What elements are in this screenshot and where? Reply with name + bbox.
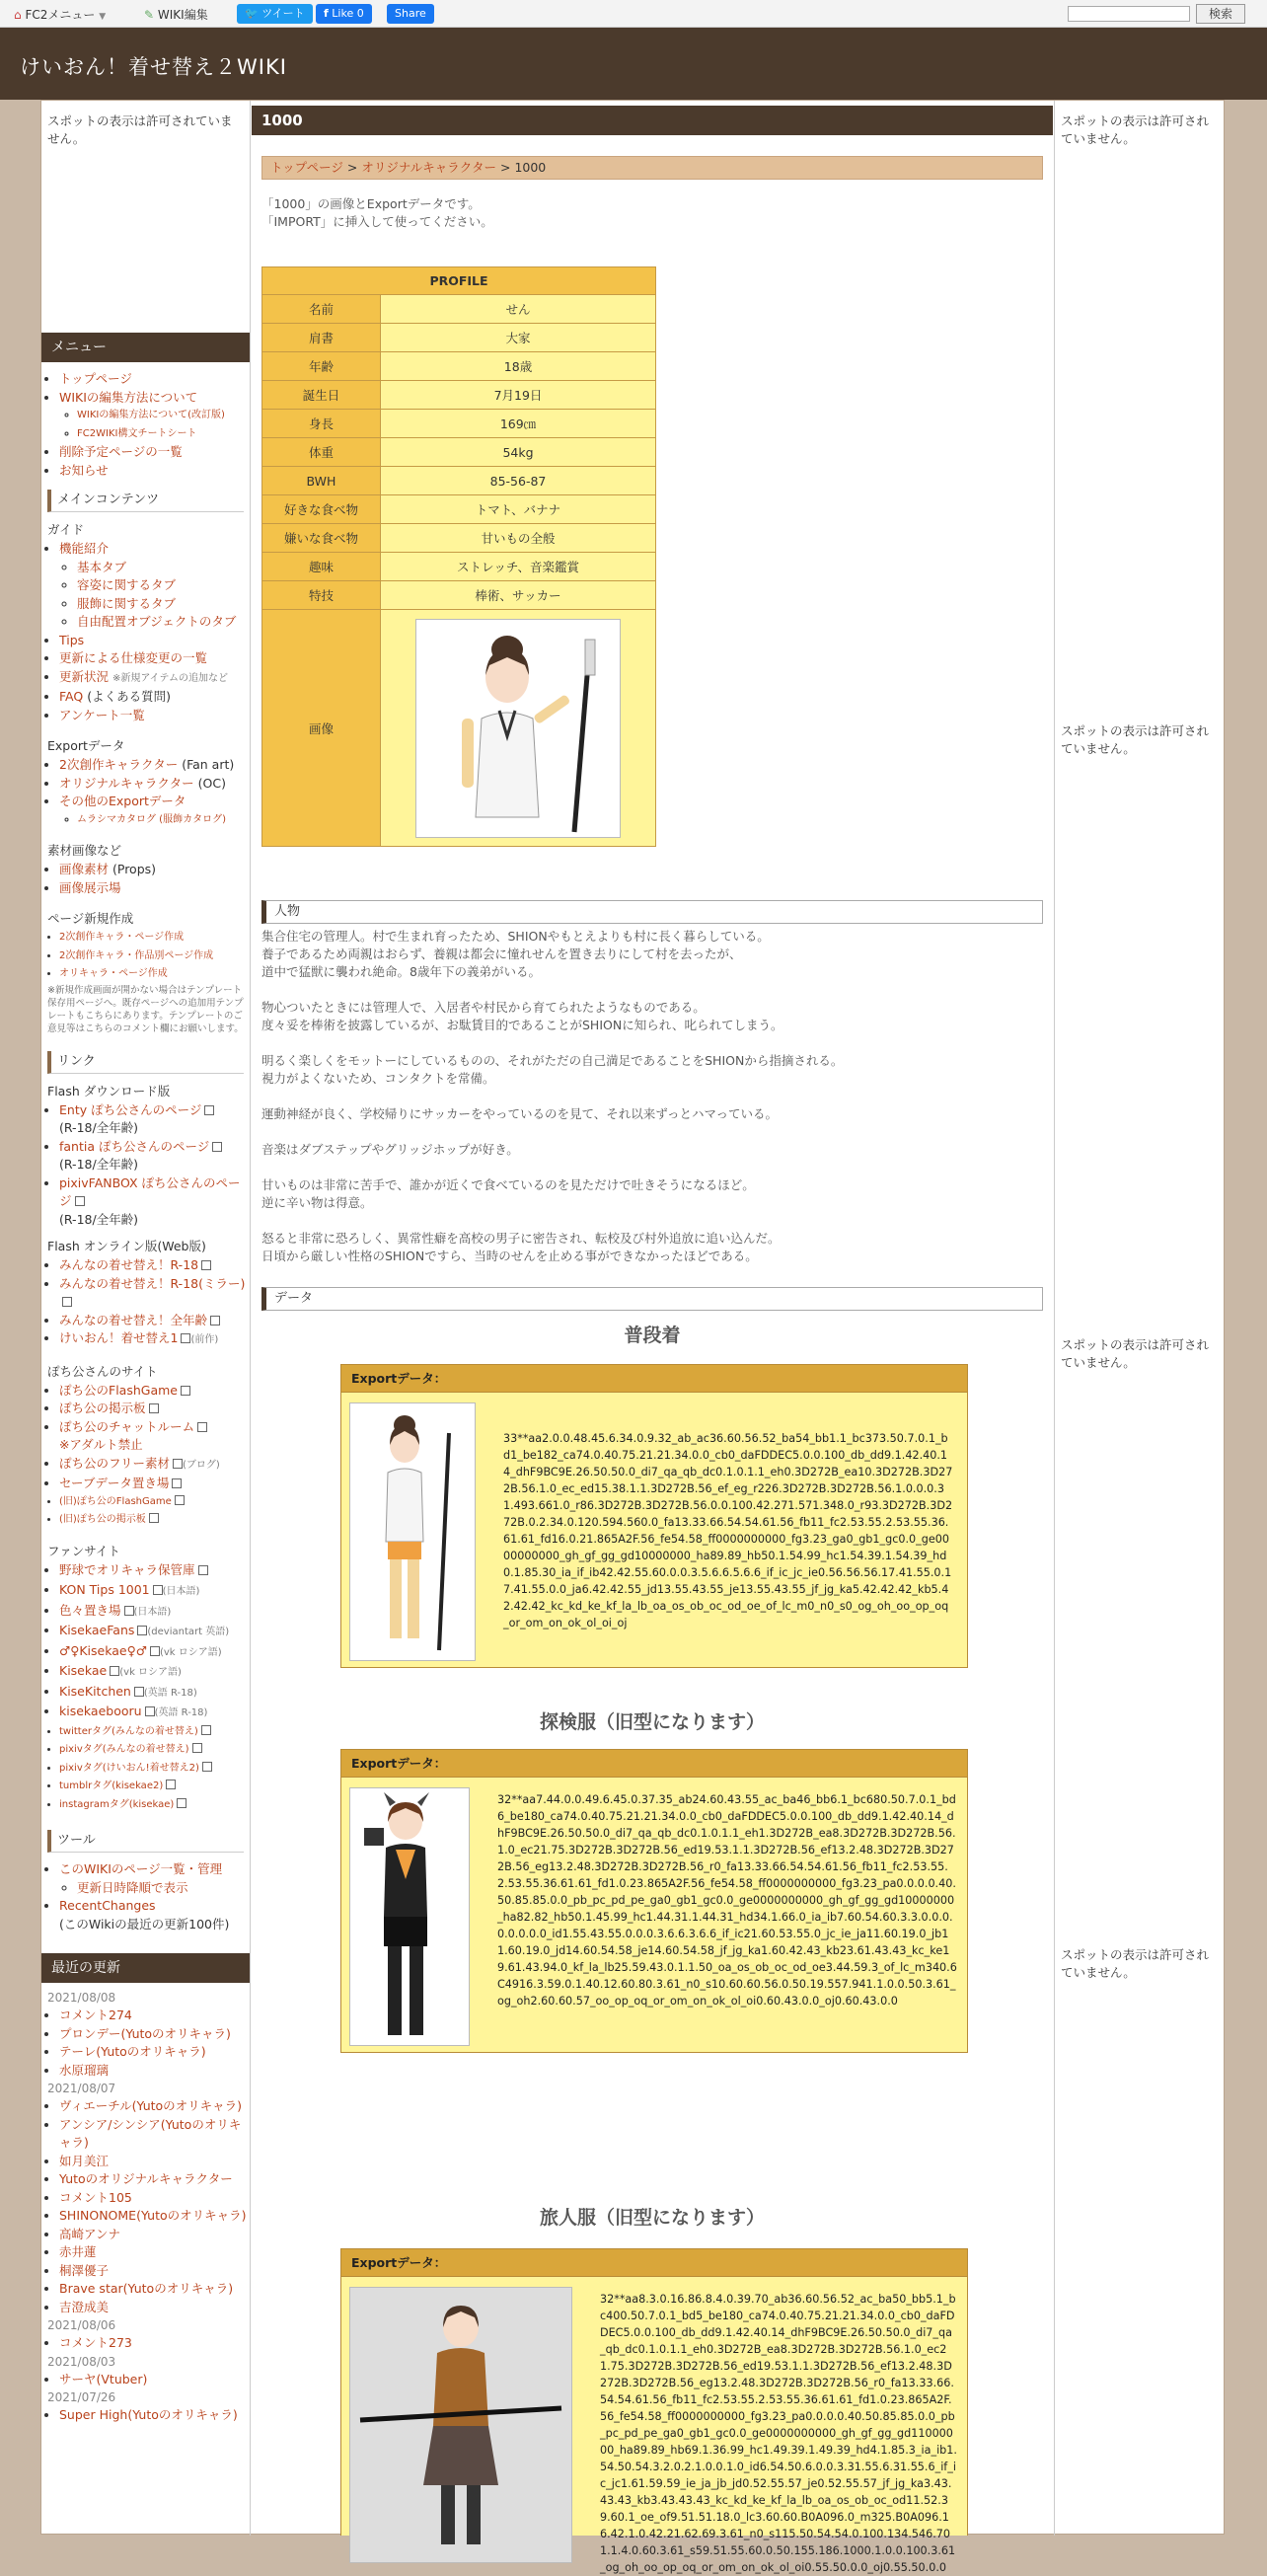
tool-sort[interactable]: 更新日時降順で表示 [77,1879,188,1895]
menu-item-news[interactable]: お知らせ [59,462,109,478]
menu-item-image-material[interactable]: 画像素材 [59,862,110,876]
link-pochi[interactable]: (旧)ぽち公の掲示板 [59,1514,146,1525]
fan-site-link[interactable]: KON Tips 1001 [59,1582,150,1597]
menu-subitem[interactable]: ムラシマカタログ (服飾カタログ) [77,813,226,825]
external-link-icon [137,1626,147,1635]
fan-site-note: (vk ロシア語) [159,1646,222,1658]
intro-line: 「1000」の画像とExportデータです。 [261,196,481,211]
menu-subitem[interactable]: 自由配置オブジェクトのタブ [77,614,237,629]
profile-row [262,581,656,610]
recent-item[interactable]: 吉澄成美 [59,2299,110,2314]
export-label: Exportデータ： [341,1365,967,1393]
blog-note: (ブログ) [183,1459,220,1471]
external-link-icon [75,1196,85,1206]
export-box [340,1749,968,2053]
recent-item[interactable]: テーレ(Yutoのオリキャラ) [59,2044,206,2059]
story-paragraph: 怒ると非常に恐ろしく、異常性癖を高校の男子に密告され、転校及び村外追放に追い込んだ。 日頃から厳しい性格のSHIONですら、当時のせんを止める事ができなかったほどである。 [261,1231,781,1263]
profile-key: 身長 [262,410,381,438]
menu-subitem[interactable]: 基本タブ [77,559,127,574]
menu-item-fanart[interactable]: 2次創作キャラクター [59,757,179,772]
menu-item-top[interactable]: トップページ [59,371,132,386]
recent-item[interactable]: サーヤ(Vtuber) [59,2371,148,2387]
story-paragraph: 運動神経が良く、学校帰りにサッカーをやっているのを見て、それ以来ずっとハマっている。 [261,1106,779,1121]
export-code[interactable]: 32**aa8.3.0.16.86.8.4.0.39.70_ab36.60.56.52_ac_ba50_bb5.1_bc400.50.7.0.1_bd5_be180_ca74.0.40.75.21.21.34.0.0_cb0_daFDDEC5.0.0.100_db_dd9.1.42.40.14_dhF9BC9E.26.50.50.0_di7_qa_qb_dc0.1.0.1.1_eh0.3D272B_ea8.3D272B.3D272B.56.1.0_ec21.75.3D272B.3D272B.56_ed19.53.1.1.3D272B.56_ef13.2.48.3D272B.3D272B.56_eg13.2.48.3D272B.3D272B.56_r0_fa13.33.66.54.54.61.56_fb11_fc2.53.55.2.53.55.36.61.61_fd1.0.23.865A2F.56_fe54.58_ff0000000000_fg3.23_pa0.0.0.0.40.50.85.85.0.0_pb_pc_pd_pe_ga0_gb1_gc0.0_ge0000000000_gh_gf_gg_gd11000000_ha89.89_hb69.1.36.99_hc1.49.39.1.49.39_hd4.1.85.3_ia_ib1.54.50.54.3.2.0.2.1.0.0.1.0_id6.54.50.6.0.0.3.31.55.6.31.55.6_if_ic_jc1.61.59.59_ie_ja_jb_jd0.52.55.57_je0.52.55.57_jf_jg_ka3.43.43.43_kb3.43.43.43_kc_kd_ke_kf_la_lb_oa_os_ob_oc_od11.52.39.60.1_oe_of9.51.51.18.0_lc3.60.60.B0A096.0_m325.B0A096.16.42.1.0.42.21.62.69.3.61_n0_s115.50.54.54.0.100.134.546.701.1.4.0.60.3.61_s59.51.55.60.0.50.155.186.1000.1.0.0.100.3.61_og_oh_oo_op_oq_or_om_on_ok_ol_oi0.55.50.0.0_oj0.55.50.0.0 [600,2293,957,2574]
page-create-list [41,929,250,984]
story-paragraph: 甘いものは非常に苦手で、誰かが近くで食べているのを見ただけで吐きそうになるほど。 逆に辛い物は得意。 [261,1177,755,1210]
export-box [340,1364,968,1668]
recent-item[interactable]: アンシア/シンシア(Yutoのオリキャラ) [59,2116,242,2150]
search-button[interactable]: 検索 [1196,4,1245,24]
external-link-icon [202,1762,212,1772]
breadcrumb-sep: > [499,160,511,175]
main-content [252,101,1053,2574]
fan-site-link[interactable]: tumblrタグ(kisekae2) [59,1780,164,1791]
story-paragraph: 明るく楽しくをモットーにしているものの、それがただの自己満足であることをSHIONから指摘される。 視力がよくないため、コンタクトを常備。 [261,1053,844,1086]
external-link-icon [149,1513,159,1523]
wiki-edit-label: WIKI編集 [157,8,208,22]
external-link-icon [166,1780,176,1789]
profile-value: ストレッチ、音楽鑑賞 [381,553,656,581]
recent-item[interactable]: ヴィエーチル(Yutoのオリキャラ) [59,2098,243,2113]
profile-value: トマト、バナナ [381,495,656,524]
like-label: Like 0 [332,7,364,20]
fan-list [41,1561,250,1815]
export-title: 探検服（旧型になります） [539,1711,765,1733]
fan-site-item [59,1602,250,1623]
materials-heading: 素材画像など [47,843,122,858]
fan-site-note: (英語 R-18) [143,1687,197,1699]
recent-item[interactable]: Super High(Yutoのオリキャラ) [59,2407,238,2422]
tweet-button[interactable] [237,4,313,24]
page-wrapper [40,100,1225,2574]
profile-value: せん [381,295,656,324]
guide-list [41,540,250,724]
fan-site-link[interactable]: KisekaeFans [59,1623,135,1637]
fan-site-link[interactable]: 野球でオリキャラ保管庫 [59,1561,195,1577]
external-link-icon [110,1666,119,1676]
menu-item-feature[interactable]: 機能紹介 [59,541,110,556]
menu-item-image-gallery[interactable]: 画像展示場 [59,879,121,895]
link-fanbox[interactable]: pixivFANBOX ぽち公さんのページ [59,1174,241,1208]
external-link-icon [124,1606,134,1616]
fan-site-item [59,1723,250,1742]
fan-site-note: (日本語) [162,1586,200,1597]
link-note: (R-18/全年齢) [59,1157,139,1172]
flash-web-list [41,1256,250,1350]
fan-site-item [59,1622,250,1642]
link-web[interactable]: みんなの着せ替え！R-18(ミラー) [59,1275,246,1291]
menu-subitem[interactable]: 容姿に関するタブ [77,577,177,592]
recent-date: 2021/08/07 [47,2082,116,2095]
export-label: Exportデータ： [341,1750,967,1778]
profile-header: PROFILE [262,267,656,295]
external-link-icon [204,1105,214,1115]
external-link-icon [149,1403,159,1413]
external-link-icon [201,1260,211,1270]
recent-item[interactable]: 高崎アンナ [59,2226,121,2241]
link-web[interactable]: みんなの着せ替え！R-18 [59,1257,199,1272]
materials-list [41,861,250,897]
ad-spot: スポットの表示は許可されていません。 [1061,1947,1210,1980]
breadcrumb-current: 1000 [514,160,547,175]
profile-key: BWH [262,467,381,495]
section-main-contents: メインコンテンツ [47,490,244,512]
home-icon: ⌂ [14,8,22,22]
profile-value: 7月19日 [381,381,656,410]
story-paragraph: 音楽はダブステップやグリッジホップが好き。 [261,1142,519,1157]
profile-key: 嫌いな食べ物 [262,524,381,553]
fan-site-note: (deviantart 英語) [147,1627,230,1637]
link-web[interactable]: けいおん！着せ替え1 [59,1330,179,1345]
top-bar [0,0,1267,28]
profile-row [262,352,656,381]
external-link-icon [150,1646,160,1656]
fan-site-item [59,1561,250,1582]
site-header [0,28,1267,100]
tweet-label: ツイート [261,7,305,20]
profile-image-cell [381,610,656,847]
recent-date: 2021/08/08 [47,1991,116,2005]
profile-value: 棒術、サッカー [381,581,656,610]
profile-key: 体重 [262,438,381,467]
fan-site-item [59,1760,250,1779]
right-sidebar [1054,101,1224,2536]
fan-site-link[interactable]: twitterタグ(みんなの着せ替え) [59,1725,198,1737]
external-link-icon [177,1798,186,1808]
link-pochi[interactable]: ぽち公のFlashGame [59,1382,178,1398]
character-image[interactable] [415,619,621,838]
create-link[interactable]: 2次創作キャラ・作品別ページ作成 [59,949,214,961]
menu-title: メニュー [41,333,250,362]
menu-list [41,370,250,480]
intro-text [261,195,493,231]
profile-key: 誕生日 [262,381,381,410]
ad-spot: スポットの表示は許可されていません。 [1061,114,1210,146]
fc2-menu-label: FC2メニュー [25,8,96,22]
menu-item-oc[interactable]: オリジナルキャラクター [59,775,194,791]
external-link-icon [201,1725,211,1735]
profile-row [262,324,656,352]
flash-web-heading: Flash オンライン版(Web版) [47,1239,206,1253]
share-button[interactable] [387,4,434,24]
fan-site-item [59,1662,250,1683]
twitter-icon: 🐦 [245,7,259,20]
character-figure [350,1403,475,1660]
profile-key: 名前 [262,295,381,324]
menu-item-other-export[interactable]: その他のExportデータ [59,794,186,808]
link-pochi[interactable]: ぽち公の掲示板 [59,1401,146,1415]
recent-item[interactable]: 赤井蓮 [59,2244,97,2259]
external-link-icon [210,1316,220,1326]
fan-site-item [59,1796,250,1815]
fan-site-link[interactable]: KiseKitchen [59,1683,131,1699]
external-link-icon [172,1478,182,1488]
recent-item[interactable]: コメント105 [59,2189,132,2205]
menu-item-update[interactable]: 更新状況 [59,668,110,684]
recent-item[interactable]: SHINONOME(Yutoのオリキャラ) [59,2208,247,2223]
profile-key: 趣味 [262,553,381,581]
menu-item-faq[interactable]: FAQ [59,689,84,704]
profile-row [262,495,656,524]
profile-value: 169㎝ [381,410,656,438]
recent-item[interactable]: コメント274 [59,2008,132,2022]
facebook-icon: f [324,7,329,20]
profile-value: 54kg [381,438,656,467]
fan-site-link[interactable]: Kisekae [59,1663,108,1678]
link-fantia[interactable]: fantia ぽち公さんのページ [59,1138,210,1154]
page-title: 1000 [252,106,1053,135]
fan-heading: ファンサイト [47,1543,120,1558]
profile-row [262,438,656,467]
profile-row [262,295,656,324]
recent-list [41,2371,250,2389]
edit-icon: ✎ [144,8,155,22]
profile-key: 肩書 [262,324,381,352]
share-label: Share [395,7,426,20]
ad-spot: スポットの表示は許可されていません。 [1061,1337,1210,1370]
profile-row [262,524,656,553]
fan-site-item [59,1741,250,1760]
create-link[interactable]: オリキャラ・ページ作成 [59,968,168,979]
profile-value: 大家 [381,324,656,352]
recent-list [41,2097,250,2316]
profile-row [262,553,656,581]
recent-title: 最近の更新 [41,1953,250,1983]
external-link-icon [153,1585,163,1595]
page-create-note: ※新規作成画面が開かない場合はテンプレート保存用ページへ。既存ページへの追加用テンプレートもこちらにあります。テンプレートのご意見等はこちらのコメント欄にお願いします。 [47,984,244,1034]
recent-list [41,2007,250,2080]
link-pochi[interactable]: セーブデータ置き場 [59,1476,170,1490]
recent-item[interactable]: Brave star(Yutoのオリキャラ) [59,2281,234,2296]
recent-item[interactable]: コメント273 [59,2335,132,2350]
export-title: 旅人服（旧型になります） [539,2207,765,2229]
link-pochi[interactable]: (旧)ぽち公のFlashGame [59,1495,172,1507]
profile-key: 好きな食べ物 [262,495,381,524]
fan-site-link[interactable]: 色々置き場 [59,1602,121,1618]
adult-warning: ※アダルト禁止 [59,1437,143,1452]
oc-note: (OC) [197,775,226,791]
external-link-icon [62,1297,72,1307]
profile-value: 18歳 [381,352,656,381]
breadcrumb-top[interactable]: トップページ [270,160,343,175]
fan-site-link[interactable]: pixivタグ(けいおん!着せ替え2) [59,1762,199,1774]
chevron-down-icon: ▼ [99,12,107,22]
menu-subitem[interactable]: FC2WIKI構文チートシート [77,427,197,439]
recent-note: (このWikiの最近の更新100件) [59,1916,230,1932]
profile-value: 甘いもの全般 [381,524,656,553]
profile-key: 年齢 [262,352,381,381]
menu-item-survey[interactable]: アンケート一覧 [59,707,145,722]
link-note: (R-18/全年齢) [59,1120,139,1135]
profile-key: 画像 [262,610,381,847]
page-create-heading: ページ新規作成 [47,911,134,926]
ad-spot: スポットの表示は許可されていません。 [47,114,233,146]
ad-spot: スポットの表示は許可されていません。 [1061,723,1210,756]
fan-site-item [59,1683,250,1704]
fan-site-item [59,1581,250,1602]
fan-site-link[interactable]: pixivタグ(みんなの着せ替え) [59,1744,189,1755]
export-code[interactable]: 33**aa2.0.0.48.45.6.34.0.9.32_ab_ac36.60.56.52_ba54_bb1.1_bc373.50.7.0.1_bd1_be182_ca74.0.40.75.21.21.34.0.0_cb0_daFDDEC5.0.0.100_db_dd9.1.42.40.14_dhF9BC9E.26.50.50.0_di7_qa_qb_dc0.1.0.1.1_eh0.3D272B_ea10.3D272B.3D272B.56.1.0_ec_ed15.38.1.1.3D272B.56_ef_eg_r226.3D272B.3D272B.56.1.0.0.0.31.493.661.0_r86.3D272B.3D272B.56.0.0.100.42.271.571.348.0_r93.3D272B.3D272B.0.2.34.0.120.594.560.0_fa13.33.66.54.54.61.56_fb11_fc2.53.55.2.53.55.36.61.61_fd16.0.21.865A2F.56_fe54.58_ff0000000000_fg3.23_ga0_gb1_gc0.0_ge0000000000_gh_gf_gg_gd10000000_ha89.89_hb50.1.54.99_hc1.54.39.1.54.39_hd0.1.85.30_ia_if_ib42.42.55.60.0.0.3.5.6.6.5.6.6_if_ic_jc_ie0.56.56.56.17.41.55.0.17.41.55.0.0_ja6.42.42.55_jd13.55.43.55_je13.55.43.55_jf_jg_ka5.42.42.42_kb5.42.42.42_kc_kd_ke_kf_la_lb_oa_os_ob_oc_od_oe_of_lc_m0_n0_s0_og_oh_oo_op_oq_or_om_on_ok_ol_oi_oj [503,1432,953,1629]
export-list [41,756,250,829]
export-heading: Exportデータ [47,738,125,753]
faq-note: (よくある質問) [87,689,171,704]
recent-item[interactable]: 水原瑠璃 [59,2062,110,2078]
recent-list [41,2406,250,2425]
fan-site-note: (英語 R-18) [154,1707,208,1718]
link-note: (R-18/全年齢) [59,1211,139,1227]
recent-item[interactable]: Yutoのオリジナルキャラクター [59,2171,233,2186]
fan-site-item [59,1703,250,1723]
recent-updates [41,1983,250,2425]
profile-value: 85-56-87 [381,467,656,495]
profile-row [262,467,656,495]
menu-item-tips[interactable]: Tips [59,632,85,647]
update-note: ※新規アイテムの追加など [112,672,228,684]
fanart-note: (Fan art) [182,757,235,772]
recent-item[interactable]: 如月美江 [59,2153,110,2168]
external-link-icon [134,1687,144,1697]
export-code[interactable]: 32**aa7.44.0.0.49.6.45.0.37.35_ab24.60.43.55_ac_ba46_bb6.1_bc680.50.7.0.1_bd6_be180_ca74.0.40.75.21.21.34.0.0_cb0_daFDDEC5.0.0.100_db_dd9.1.42.40.14_dhF9BC9E.26.50.50.0_di7_qa_qb_dc0.1.0.1.1_eh1.3D272B_ea8.3D272B.3D272B.56.1.0_ec21.75.3D272B.3D272B.56_ed19.53.1.1.3D272B.56_ef13.2.48.3D272B.3D272B.56_eg13.2.48.3D272B.3D272B.56_r0_fa13.33.66.54.54.61.56_fb11_fc2.53.55.2.53.55.36.61.61_fd1.0.23.865A2F.56_fe54.58_ff0000000000_fg3.23_pa0.0.0.0.40.50.85.85.0.0_pb_pc_pd_pe_ga0_gb1_gc0.0_ge0000000000_gh_gf_gg_gd10000000_ha82.82_hb50.1.45.99_hc1.44.31.1.44.31_hd34.1.66.0_ia_ib7.60.54.60.3.3.0.0.0.0.0.0.0.0_id1.55.43.55.0.0.0.3.6.6.3.6.6_if_ic21.60.53.55.0_jc_ie_ja11.60.19.0_jb11.60.19.0_jd14.60.54.58_je14.60.54.58_jf_jg_ka1.60.42.43_kb23.61.43.43_kc_ke19.61.43.94.0_kf_la_lb25.59.43.0.1.1.50_oa_os_ob_oc_od_oe3.44.59.3_of_lc_m340.6C4916.3.59.0.1.40.12.60.80.3.61_n0_s10.60.60.56.0.50.19.557.941.1.0.0.50.3.61_og_oh2.60.60.57_oo_op_oq_or_om_on_ok_ol_oi0.60.43.0.0_oj0.60.43.0.0 [497,1793,957,2008]
external-link-icon [192,1743,202,1753]
pochi-list [41,1382,250,1530]
site-title[interactable]: けいおん！着せ替え２WIKI [20,55,287,79]
create-link[interactable]: 2次創作キャラ・ページ作成 [59,932,185,943]
section-links: リンク [47,1051,244,1074]
breadcrumb [261,156,1043,180]
pochi-heading: ぽち公さんのサイト [47,1363,158,1379]
link-pochi[interactable]: ぽち公のフリー素材 [59,1455,171,1471]
recent-date: 2021/08/03 [47,2354,116,2369]
flash-dl-list [41,1101,250,1230]
menu-item-delete[interactable]: 削除予定ページの一覧 [59,444,183,459]
character-figure [416,620,620,837]
character-figure [350,1788,469,2045]
flash-dl-heading: Flash ダウンロード版 [47,1083,171,1099]
external-link-icon [197,1422,207,1432]
props-note: (Props) [112,862,157,876]
character-figure [350,2288,571,2554]
menu-item-wiki-edit[interactable]: WIKIの編集方法について [59,389,198,405]
prev-note: (前作) [190,1334,219,1345]
left-sidebar [41,101,251,2536]
recent-date: 2021/08/06 [47,2318,116,2332]
external-link-icon [181,1386,190,1396]
tool-recent-changes[interactable]: RecentChanges [59,1898,156,1913]
story-paragraph: 物心ついたときには管理人で、入居者や村民から育てられたようなものである。 度々妥を棒術を披露しているが、お駄賃目的であることがSHIONに知られ、叱られてしまう。 [261,1000,783,1032]
fan-site-link[interactable]: kisekaebooru [59,1704,142,1718]
intro-line: 「IMPORT」に挿入して使ってください。 [261,214,493,229]
search-input[interactable] [1068,6,1190,22]
external-link-icon [145,1706,155,1716]
link-pochi[interactable]: ぽち公のチャットルーム [59,1418,195,1434]
fan-site-link[interactable]: ♂♀Kisekae♀♂ [59,1642,147,1658]
export-image[interactable] [349,2287,572,2563]
link-enty[interactable]: Enty ぽち公さんのページ [59,1101,202,1117]
recent-date: 2021/07/26 [47,2390,116,2404]
fan-site-item [59,1642,250,1663]
export-image[interactable] [349,1402,476,1661]
external-link-icon [212,1142,222,1152]
breadcrumb-oc[interactable]: オリジナルキャラクター [361,160,496,175]
export-box [340,2248,968,2574]
fan-site-note: (日本語) [133,1606,172,1618]
external-link-icon [173,1459,183,1469]
recent-item[interactable]: 桐澤優子 [59,2262,110,2278]
export-title: 普段着 [624,1325,681,1346]
tool-page-list[interactable]: このWIKIのページ一覧・管理 [59,1861,223,1876]
like-button[interactable] [316,4,372,24]
menu-item-spec[interactable]: 更新による仕様変更の一覧 [59,650,208,665]
fc2-menu[interactable] [14,6,106,23]
data-heading: データ [261,1287,1043,1311]
export-image[interactable] [349,1787,470,2046]
menu-subitem[interactable]: WIKIの編集方法について(改訂版) [77,410,225,420]
recent-list [41,2334,250,2353]
story-text [261,928,1043,1283]
link-web[interactable]: みんなの着せ替え！全年齢 [59,1312,208,1327]
external-link-icon [181,1333,190,1343]
story-paragraph: 集合住宅の管理人。村で生まれ育ったため、SHIONやもとえよりも村に長く暮らしている。 養子であるため両親はおらず、養親は都会に憧れせんを置き去りにして村を去ったが、 道中で猛獣に襲われ絶命。8歳年下の義弟がいる。 [261,929,770,979]
section-tools: ツール [47,1830,244,1853]
guide-heading: ガイド [47,522,85,537]
breadcrumb-sep: > [346,160,358,175]
external-link-icon [198,1565,208,1575]
wiki-edit-link[interactable] [144,6,208,23]
fan-site-note: (vk ロシア語) [119,1667,182,1678]
export-label: Exportデータ： [341,2249,967,2277]
fan-site-link[interactable]: instagramタグ(kisekae) [59,1798,175,1810]
external-link-icon [175,1495,185,1505]
menu-subitem[interactable]: 服飾に関するタブ [77,595,177,611]
recent-item[interactable]: プロンデー(Yutoのオリキャラ) [59,2025,231,2041]
profile-row [262,410,656,438]
profile-row [262,381,656,410]
fan-site-item [59,1778,250,1796]
person-heading: 人物 [261,900,1043,924]
tools-list [41,1860,250,1933]
profile-key: 特技 [262,581,381,610]
profile-table [261,266,656,847]
